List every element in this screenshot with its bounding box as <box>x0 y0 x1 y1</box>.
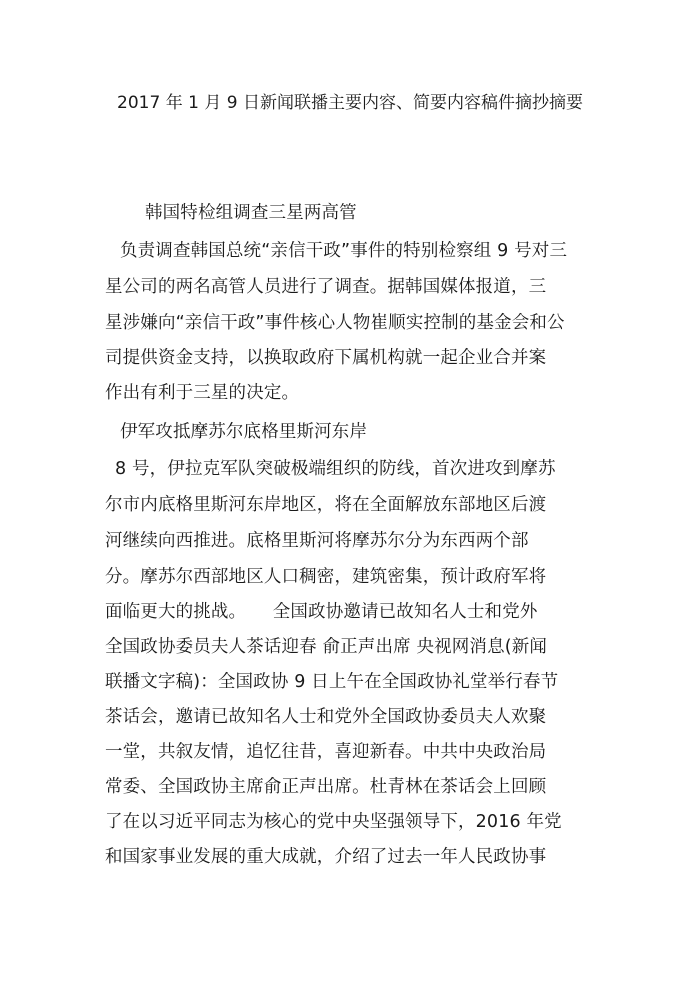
document-title: 2017 年 1 月 9 日新闻联播主要内容、简要内容稿件摘抄摘要 <box>117 93 583 113</box>
text-line: 河继续向西推进。底格里斯河将摩苏尔分为东西两个部 <box>105 531 529 551</box>
heading-mosul: 伊军攻抵摩苏尔底格里斯河东岸 <box>120 422 368 442</box>
text-line: 8 号，伊拉克军队突破极端组织的防线，首次进攻到摩苏 <box>115 459 556 479</box>
text-line: 一堂，共叙友情，追忆往昔，喜迎新春。中共中央政治局 <box>105 742 547 762</box>
text-line: 分。摩苏尔西部地区人口稠密，建筑密集，预计政府军将 <box>105 567 547 587</box>
text-line: 星公司的两名高管人员进行了调查。据韩国媒体报道，三 <box>105 277 547 297</box>
text-line: 茶话会，邀请已故知名人士和党外全国政协委员夫人欢聚 <box>105 707 547 727</box>
text-line: 常委、全国政协主席俞正声出席。杜青林在茶话会上回顾 <box>105 777 547 797</box>
text-line: 了在以习近平同志为核心的党中央坚强领导下，2016 年党 <box>105 812 562 832</box>
text-line: 和国家事业发展的重大成就，介绍了过去一年人民政协事 <box>105 847 547 867</box>
text-line: 尔市内底格里斯河东岸地区，将在全面解放东部地区后渡 <box>105 495 547 515</box>
text-line: 负责调查韩国总统“亲信干政”事件的特别检察组 9 号对三 <box>120 241 568 261</box>
heading-korea-probe: 韩国特检组调查三星两高管 <box>145 203 357 223</box>
text-line: 全国政协委员夫人茶话迎春 俞正声出席 央视网消息(新闻 <box>105 637 548 657</box>
text-line: 司提供资金支持，以换取政府下属机构就一起企业合并案 <box>105 348 547 368</box>
text-line: 面临更大的挑战。 全国政协邀请已故知名人士和党外 <box>105 602 538 622</box>
text-line: 星涉嫌向“亲信干政”事件核心人物崔顺实控制的基金会和公 <box>105 313 565 333</box>
text-line: 作出有利于三星的决定。 <box>105 383 300 403</box>
text-line: 联播文字稿)：全国政协 9 日上午在全国政协礼堂举行春节 <box>105 672 559 692</box>
